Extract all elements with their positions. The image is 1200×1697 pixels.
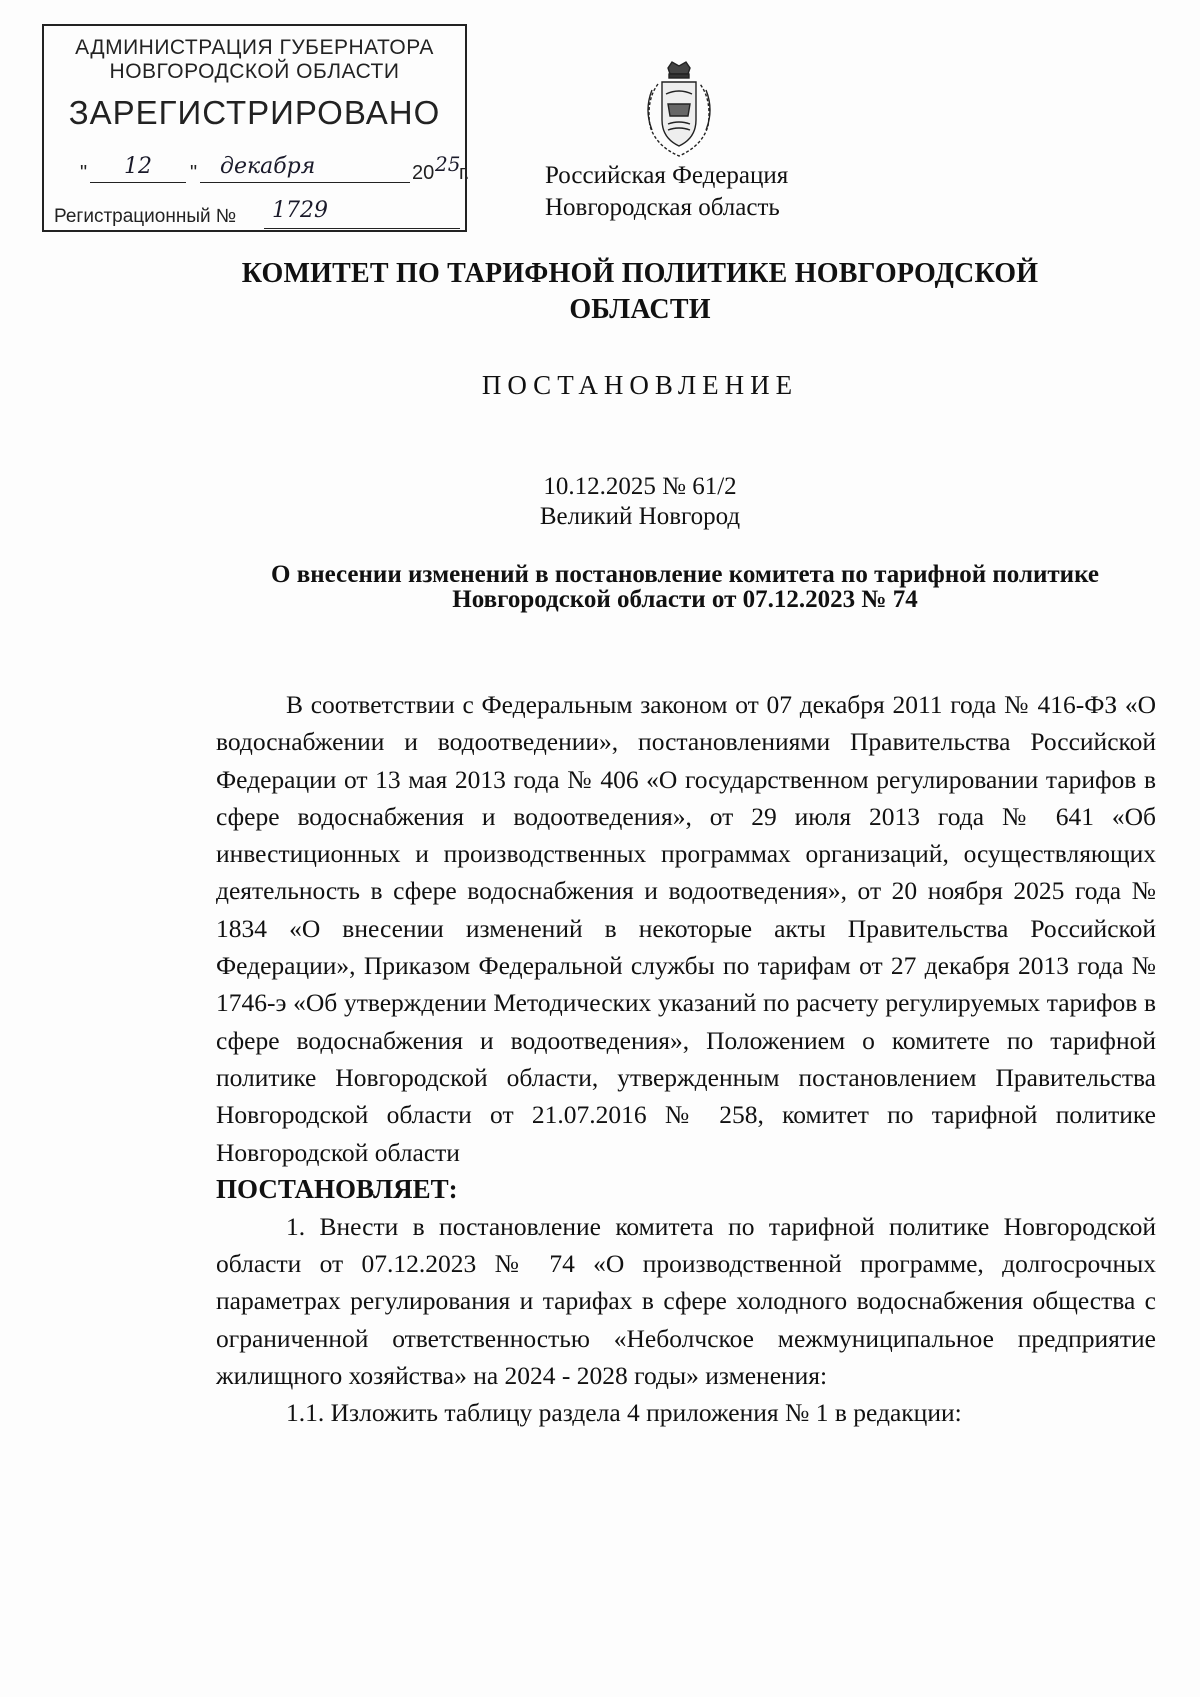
stamp-reg-number-label: Регистрационный № <box>54 206 237 227</box>
preamble-paragraph: В соответствии с Федеральным законом от 07 декабря 2011 года № 416-ФЗ «О водоснабжении и водоотведении», постановлениями Правительства Российской Федерации от 13 мая 2013 года № 406 «О государственном регулировании тарифов в сфере водоснабжения и водоотведения», от 29 июля 2013 года № 641 «Об инвестиционных и производственных программах организаций, осуществляющих деятельность в сфере водоснабжения и водоотведения», от 20 ноября 2025 года № 1834 «О внесении изменений в некоторые акты Правительства Российской Федерации», Приказом Федеральной службы по тарифам от 27 декабря 2013 года № 1746-э «Об утверждении Методических указаний по расчету регулируемых тарифов в сфере водоснабжения и водоотведения», Положением о комитете по тарифной политике Новгородской области, утвержденным постановлением Правительства Новгородской области от 21.07.2016 № 258, комитет по тарифной политике Новгородской области <box>216 690 1156 1167</box>
stamp-quote-close: " <box>190 162 198 184</box>
stamp-date <box>74 152 470 192</box>
stamp-day-handwritten: 12 <box>124 154 152 179</box>
stamp-month-underline <box>200 182 410 183</box>
stamp-reg-number-underline <box>264 228 460 229</box>
stamp-year-letter: г. <box>459 162 470 184</box>
decree-heading: ПОСТАНОВЛЯЕТ: <box>216 1173 458 1204</box>
document-city: Великий Новгород <box>539 503 741 530</box>
stamp-year-handwritten: 25 <box>435 152 461 176</box>
subject-line1: О внесении изменений в постановление комитета по тарифной политике <box>271 561 1099 588</box>
document-body <box>216 686 1156 1432</box>
stamp-reg-number-handwritten: 1729 <box>272 198 328 223</box>
committee-title-line1: КОМИТЕТ ПО ТАРИФНОЙ ПОЛИТИКЕ НОВГОРОДСКОЙ <box>241 258 1039 289</box>
region-name: Новгородская область <box>545 194 780 221</box>
stamp-day-underline <box>90 182 186 183</box>
stamp-year-prefix: 20 <box>412 162 435 184</box>
stamp-registered-label: ЗАРЕГИСТРИРОВАНО <box>68 94 441 131</box>
federation-name: Российская Федерация <box>545 162 789 189</box>
stamp-region-line: НОВГОРОДСКОЙ ОБЛАСТИ <box>109 60 400 83</box>
stamp-month-handwritten: декабря <box>220 154 316 179</box>
document-type: ПОСТАНОВЛЕНИЕ <box>481 370 799 400</box>
document-date-number: 10.12.2025 № 61/2 <box>543 473 737 500</box>
item-1-1-paragraph: 1.1. Изложить таблицу раздела 4 приложения № 1 в редакции: <box>286 1398 962 1428</box>
committee-title <box>170 256 1110 328</box>
stamp-administration-line: АДМИНИСТРАЦИЯ ГУБЕРНАТОРА <box>75 36 434 59</box>
federation-heading <box>545 160 845 224</box>
committee-title-line2: ОБЛАСТИ <box>569 294 711 325</box>
registration-stamp <box>42 24 470 232</box>
item-1-paragraph: 1. Внести в постановление комитета по тарифной политике Новгородской области от 07.12.2023 № 74 «О производственной программе, долгосрочных параметрах регулирования и тарифах в сфере холодного водоснабжения общества с ограниченной ответственностью «Неболчское межмуниципальное предприятие жилищного хозяйства» на 2024 - 2028 годы» изменения: <box>216 1211 1156 1391</box>
coat-of-arms-icon <box>638 60 720 160</box>
document-subject <box>210 562 1160 612</box>
subject-line2: Новгородской области от 07.12.2023 № 74 <box>452 586 918 613</box>
stamp-quote-open: " <box>80 162 88 184</box>
